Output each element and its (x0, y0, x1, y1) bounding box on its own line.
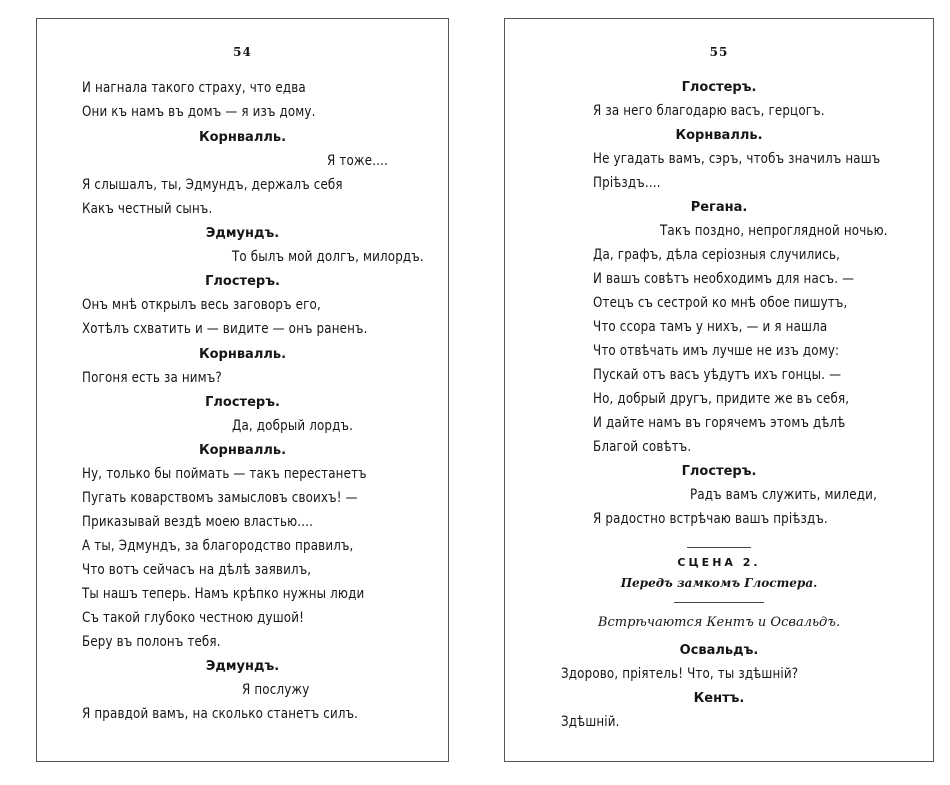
verse-line: Они къ намъ въ домъ — я изъ дому. (82, 104, 316, 120)
verse-line: Что вотъ сейчасъ на дѣлѣ заявилъ, (82, 562, 312, 578)
verse-line: То былъ мой долгъ, милордъ. (232, 249, 424, 265)
verse-line: Благой совѣтъ. (593, 439, 692, 455)
stage-direction: Встрѣчаются Кентъ и Освальдъ. (597, 615, 841, 630)
verse-line: Какъ честный сынъ. (82, 201, 213, 217)
verse-line: Здѣшній. (561, 714, 620, 730)
speaker-name: Глостеръ. (205, 274, 280, 289)
verse-line: Не угадать вамъ, сэръ, чтобъ значилъ нашъ (593, 151, 881, 167)
verse-line: Я послужу (242, 682, 310, 698)
speaker-name: Эдмундъ. (205, 659, 280, 674)
verse-line: Я слышалъ, ты, Эдмундъ, держалъ себя (82, 177, 343, 193)
verse-line: Онъ мнѣ открылъ весь заговоръ его, (82, 297, 321, 313)
speaker-name: Регана. (690, 200, 748, 215)
verse-line: Радъ вамъ служить, миледи, (690, 487, 878, 503)
verse-line: Такъ поздно, непроглядной ночью. (660, 223, 888, 239)
verse-line: Ну, только бы поймать — такъ перестанетъ (82, 466, 367, 482)
verse-line: И вашъ совѣтъ необходимъ для насъ. — (593, 271, 855, 287)
right-page (504, 18, 934, 762)
speaker-name: Кентъ. (693, 691, 745, 706)
verse-line: Съ такой глубоко честною душой! (82, 610, 305, 626)
verse-line: Приказывай вездѣ моею властью.... (82, 514, 314, 530)
speaker-name: Глостеръ. (681, 464, 757, 479)
speaker-name: Корнвалль. (198, 130, 287, 145)
verse-line: Беру въ полонъ тебя. (82, 634, 221, 650)
verse-line: Но, добрый другъ, придите же въ себя, (593, 391, 850, 407)
verse-line: Я за него благодарю васъ, герцогъ. (593, 103, 825, 119)
verse-line: И нагнала такого страху, что едва (82, 80, 306, 96)
speaker-name: Освальдъ. (679, 643, 759, 658)
verse-line: Что отвѣчать имъ лучше не изъ дому: (593, 343, 840, 359)
scene-setting: Передъ замкомъ Глостера. (620, 576, 818, 590)
verse-line: Да, графъ, дѣла серіозныя случились, (593, 247, 841, 263)
speaker-name: Эдмундъ. (205, 226, 280, 241)
verse-line: А ты, Эдмундъ, за благородство правилъ, (82, 538, 354, 554)
verse-line: Да, добрый лордъ. (232, 418, 354, 434)
verse-line: Пріѣздъ.... (593, 175, 661, 191)
verse-line: Я тоже.... (327, 153, 389, 169)
speaker-name: Корнвалль. (198, 443, 287, 458)
section-divider (687, 547, 751, 548)
verse-line: Ты нашъ теперь. Намъ крѣпко нужны люди (82, 586, 365, 602)
verse-line: И дайте намъ въ горячемъ этомъ дѣлѣ (593, 415, 846, 431)
speaker-name: Глостеръ. (681, 80, 757, 95)
verse-line: Погоня есть за нимъ? (82, 370, 222, 386)
verse-line: Пускай отъ васъ уѣдутъ ихъ гонцы. — (593, 367, 842, 383)
verse-line: Я правдой вамъ, на сколько станетъ силъ. (82, 706, 359, 722)
verse-line: Здорово, пріятель! Что, ты здѣшній? (561, 666, 799, 682)
verse-line: Я радостно встрѣчаю вашъ пріѣздъ. (593, 511, 828, 527)
speaker-name: Корнвалль. (675, 128, 763, 143)
verse-line: Отецъ съ сестрой ко мнѣ обое пишутъ, (593, 295, 848, 311)
verse-line: Хотѣлъ схватить и — видите — онъ раненъ. (82, 321, 368, 337)
page-number: 54 (233, 45, 252, 59)
left-page (36, 18, 449, 762)
speaker-name: Корнвалль. (198, 347, 287, 362)
section-divider (674, 602, 764, 603)
verse-line: Что ссора тамъ у нихъ, — и я нашла (593, 319, 828, 335)
verse-line: Пугать коварствомъ замысловъ своихъ! — (82, 490, 358, 506)
scene-heading: СЦЕНА 2. (677, 556, 761, 569)
page-number: 55 (709, 45, 729, 59)
speaker-name: Глостеръ. (205, 395, 280, 410)
